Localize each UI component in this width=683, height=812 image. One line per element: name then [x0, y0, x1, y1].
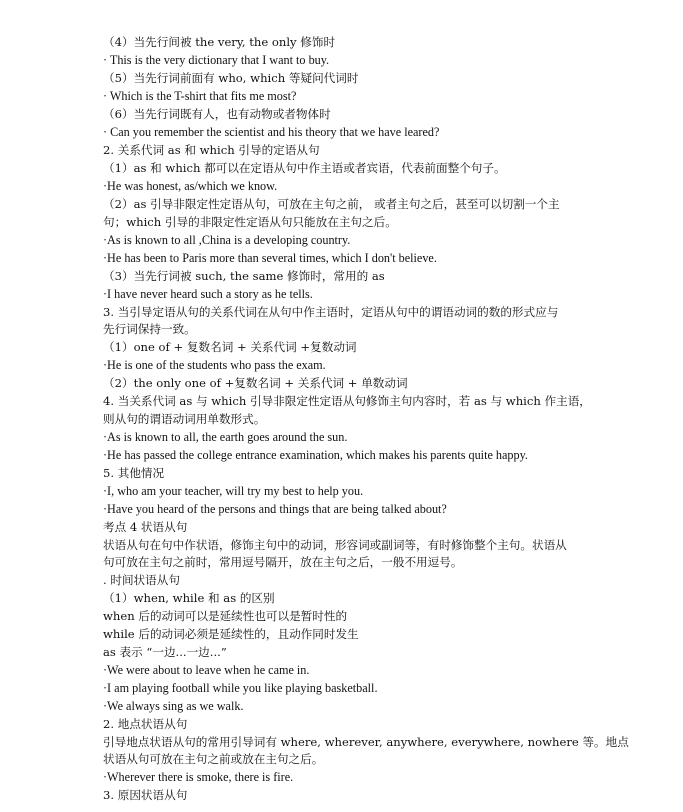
text-line: （1）one of + 复数名词 + 关系代词 +复数动词	[103, 340, 357, 354]
text-line: · Can you remember the scientist and his theory that we have leared?	[103, 125, 440, 139]
text-line: ·He has passed the college entrance examination, which makes his parents quite happy.	[103, 448, 528, 462]
text-line: ·I, who am your teacher, will try my best to help you.	[103, 484, 364, 498]
text-line: 考点 4 状语从句	[103, 520, 188, 534]
text-line: while 后的动词必须是延续性的，且动作同时发生	[103, 627, 359, 641]
text-line: · Which is the T-shirt that fits me most?	[103, 89, 297, 103]
text-line: 3. 原因状语从句	[103, 788, 188, 802]
text-line: （4）当先行间被 the very, the only 修饰时	[103, 35, 336, 49]
text-line: ·He was honest, as/which we know.	[103, 179, 278, 193]
text-line: as 表示 “一边...一边...”	[103, 645, 227, 659]
text-line: （2）the only one of +复数名词 + 关系代词 + 单数动词	[103, 376, 408, 390]
text-line: 2. 地点状语从句	[103, 717, 188, 731]
text-line: 3. 当引导定语从句的关系代词在从句中作主语时，定语从句中的谓语动词的数的形式应与	[103, 305, 559, 319]
text-line: 句；which 引导的非限定性定语从句只能放在主句之后。	[103, 215, 397, 229]
text-line: 状语从句可放在主句之前或放在主句之后。	[103, 752, 324, 766]
text-line: ·He has been to Paris more than several times, which I don't believe.	[103, 251, 437, 265]
text-line: 则从句的谓语动词用单数形式。	[103, 412, 266, 426]
text-line: 引导地点状语从句的常用引导词有 where, wherever, anywhere, everywhere, nowhere 等。地点	[103, 735, 629, 749]
text-line: 4. 当关系代词 as 与 which 引导非限定性定语从句修饰主句内容时，若 as 与 which 作主语，	[103, 394, 591, 408]
text-line: ·As is known to all ,China is a developing country.	[103, 233, 351, 247]
text-line: ·I am playing football while you like playing basketball.	[103, 681, 378, 695]
text-line: 2. 关系代词 as 和 which 引导的定语从句	[103, 143, 320, 157]
text-line: ·We were about to leave when he came in.	[103, 663, 310, 677]
text-line: ·Wherever there is smoke, there is fire.	[103, 770, 294, 784]
text-line: 句可放在主句之前时，常用逗号隔开，放在主句之后，一般不用逗号。	[103, 555, 463, 569]
text-line: （3）当先行词被 such, the same 修饰时，常用的 as	[103, 269, 385, 283]
text-line: （1）when, while 和 as 的区别	[103, 591, 275, 605]
text-line: 先行词保持一致。	[103, 322, 196, 336]
text-line: 5. 其他情况	[103, 466, 165, 480]
text-line: （6）当先行词既有人，也有动物或者物体时	[103, 107, 331, 121]
text-line: ·He is one of the students who pass the exam.	[103, 358, 326, 372]
text-line: ·We always sing as we walk.	[103, 699, 244, 713]
text-line: when 后的动词可以是延续性也可以是暂时性的	[103, 609, 348, 623]
text-line: . 时间状语从句	[103, 573, 180, 587]
text-line: ·Have you heard of the persons and things that are being talked about?	[103, 502, 447, 516]
text-line: （5）当先行词前面有 who, which 等疑问代词时	[103, 71, 359, 85]
text-line: ·As is known to all, the earth goes around the sun.	[103, 430, 348, 444]
text-line: （1）as 和 which 都可以在定语从句中作主语或者宾语，代表前面整个句子。	[103, 161, 506, 175]
text-line: ·I have never heard such a story as he tells.	[103, 287, 313, 301]
text-line: （2）as 引导非限定性定语从句，可放在主句之前， 或者主句之后，甚至可以切割一个主	[103, 197, 560, 211]
text-line: · This is the very dictionary that I want to buy.	[103, 53, 330, 67]
text-line: 状语从句在句中作状语，修饰主句中的动词，形容词或副词等，有时修饰整个主句。状语从	[103, 538, 567, 552]
